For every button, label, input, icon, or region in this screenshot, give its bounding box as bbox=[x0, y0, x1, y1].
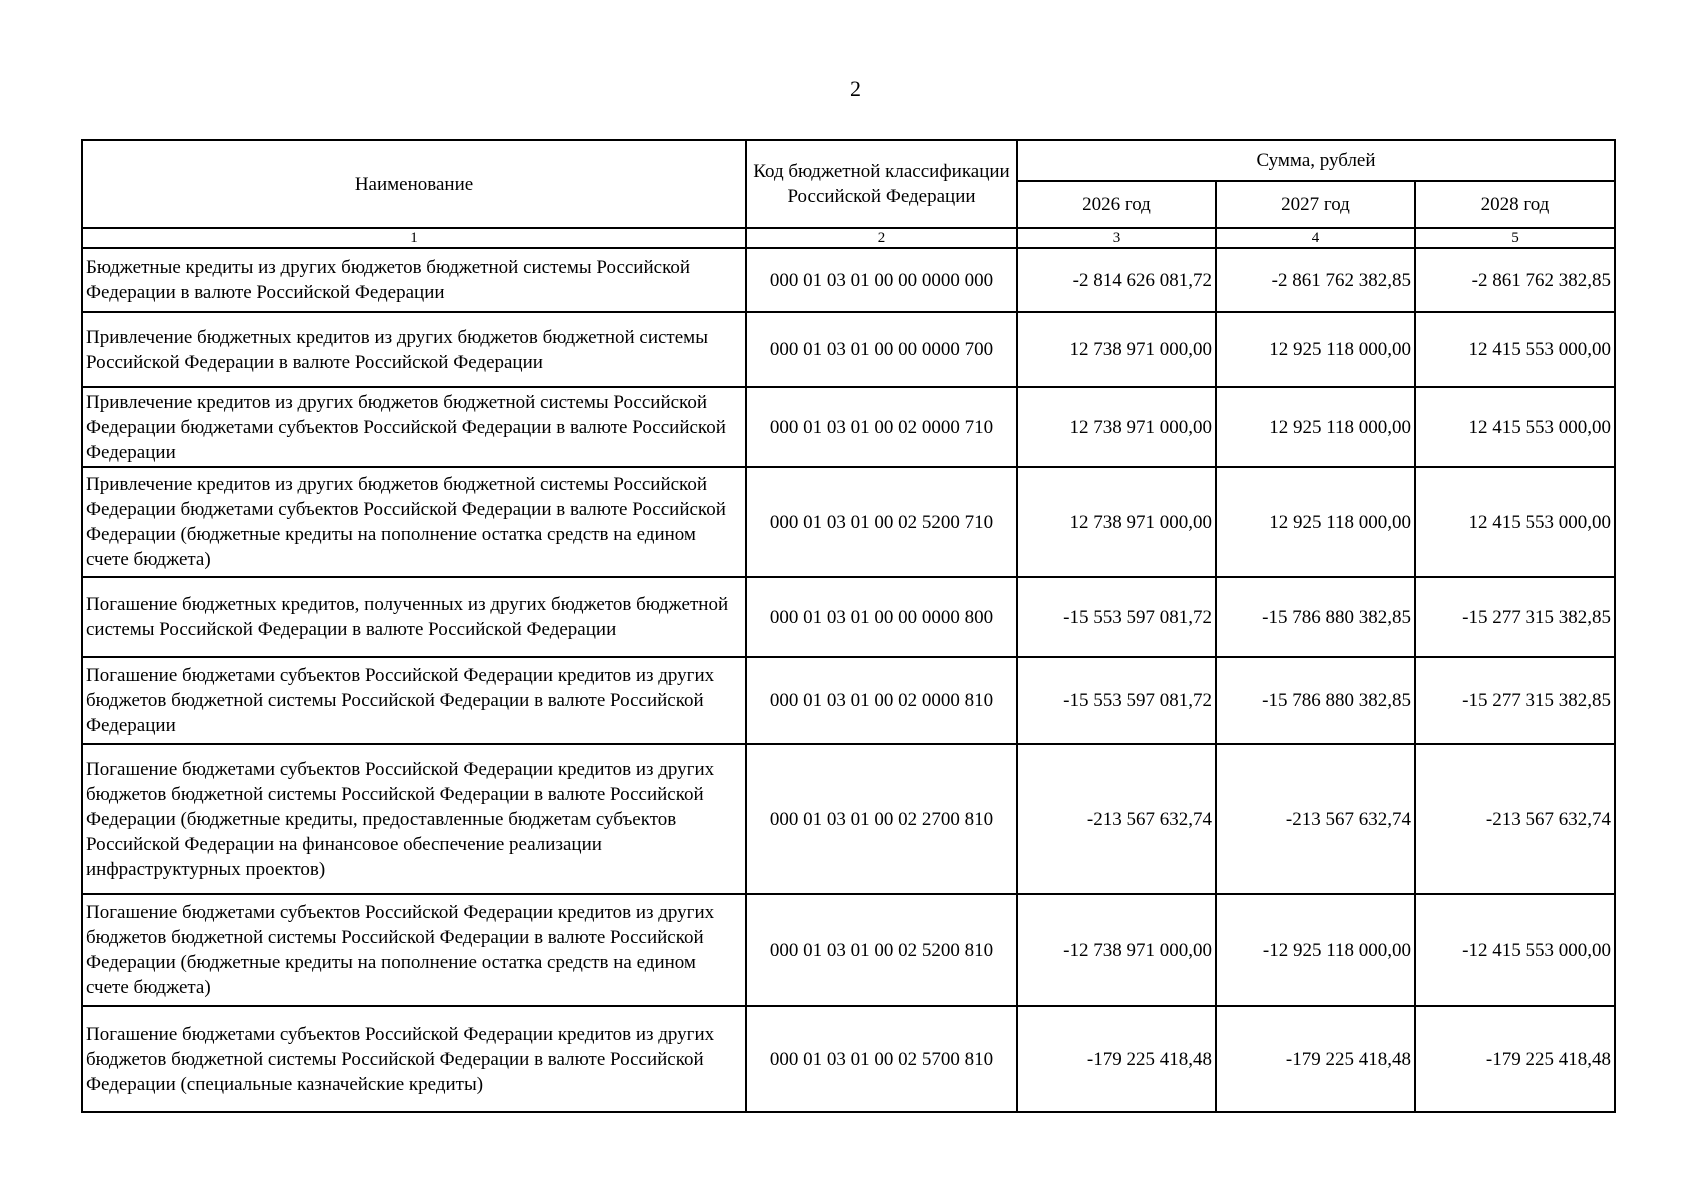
row-value-2026: -12 738 971 000,00 bbox=[1017, 894, 1216, 1006]
page-number: 2 bbox=[850, 76, 861, 101]
header-name: Наименование bbox=[82, 140, 746, 228]
row-value-2026: -15 553 597 081,72 bbox=[1017, 657, 1216, 744]
row-value-2026: -213 567 632,74 bbox=[1017, 744, 1216, 894]
row-value-2026: -179 225 418,48 bbox=[1017, 1006, 1216, 1112]
row-value-2027: 12 925 118 000,00 bbox=[1216, 467, 1415, 577]
column-number: 2 bbox=[746, 228, 1017, 248]
header-year-2028: 2028 год bbox=[1415, 181, 1615, 228]
row-code: 000 01 03 01 00 00 0000 000 bbox=[746, 248, 1017, 312]
row-value-2028: -2 861 762 382,85 bbox=[1415, 248, 1615, 312]
table-row bbox=[82, 248, 1615, 312]
row-value-2027: -15 786 880 382,85 bbox=[1216, 657, 1415, 744]
header-year-2026: 2026 год bbox=[1017, 181, 1216, 228]
row-value-2027: -213 567 632,74 bbox=[1216, 744, 1415, 894]
row-code: 000 01 03 01 00 02 0000 810 bbox=[746, 657, 1017, 744]
row-name: Бюджетные кредиты из других бюджетов бюджетной системы Российской Федерации в валюте Российской Федерации bbox=[82, 248, 746, 312]
row-name: Погашение бюджетами субъектов Российской Федерации кредитов из других бюджетов бюджетной системы Российской Федерации в валюте Российской Федерации bbox=[82, 657, 746, 744]
row-value-2028: -179 225 418,48 bbox=[1415, 1006, 1615, 1112]
row-value-2027: -179 225 418,48 bbox=[1216, 1006, 1415, 1112]
row-value-2027: 12 925 118 000,00 bbox=[1216, 312, 1415, 387]
table-row bbox=[82, 467, 1615, 577]
column-number: 3 bbox=[1017, 228, 1216, 248]
row-value-2028: -15 277 315 382,85 bbox=[1415, 657, 1615, 744]
row-code: 000 01 03 01 00 02 0000 710 bbox=[746, 387, 1017, 467]
row-code: 000 01 03 01 00 02 5200 710 bbox=[746, 467, 1017, 577]
row-value-2027: -15 786 880 382,85 bbox=[1216, 577, 1415, 657]
row-value-2028: 12 415 553 000,00 bbox=[1415, 312, 1615, 387]
row-name: Погашение бюджетами субъектов Российской Федерации кредитов из других бюджетов бюджетной системы Российской Федерации в валюте Российской Федерации (специальные казначейские кредиты) bbox=[82, 1006, 746, 1112]
header-year-2027: 2027 год bbox=[1216, 181, 1415, 228]
row-value-2028: -213 567 632,74 bbox=[1415, 744, 1615, 894]
row-value-2026: 12 738 971 000,00 bbox=[1017, 312, 1216, 387]
row-value-2027: -2 861 762 382,85 bbox=[1216, 248, 1415, 312]
row-name: Погашение бюджетами субъектов Российской Федерации кредитов из других бюджетов бюджетной системы Российской Федерации в валюте Российской Федерации (бюджетные кредиты на пополнение остатка средств на едином счете бюджета) bbox=[82, 894, 746, 1006]
row-value-2028: -12 415 553 000,00 bbox=[1415, 894, 1615, 1006]
row-code: 000 01 03 01 00 00 0000 800 bbox=[746, 577, 1017, 657]
row-value-2027: -12 925 118 000,00 bbox=[1216, 894, 1415, 1006]
row-value-2026: -15 553 597 081,72 bbox=[1017, 577, 1216, 657]
table-row bbox=[82, 657, 1615, 744]
table-row bbox=[82, 387, 1615, 467]
table-row bbox=[82, 1006, 1615, 1112]
column-number-row bbox=[82, 228, 1615, 248]
row-value-2028: -15 277 315 382,85 bbox=[1415, 577, 1615, 657]
row-value-2026: 12 738 971 000,00 bbox=[1017, 467, 1216, 577]
table-row bbox=[82, 894, 1615, 1006]
header-sum: Сумма, рублей bbox=[1017, 140, 1615, 181]
table-row bbox=[82, 577, 1615, 657]
row-name: Привлечение кредитов из других бюджетов бюджетной системы Российской Федерации бюджетами субъектов Российской Федерации в валюте Российской Федерации bbox=[82, 387, 746, 467]
row-name: Погашение бюджетных кредитов, полученных из других бюджетов бюджетной системы Российской Федерации в валюте Российской Федерации bbox=[82, 577, 746, 657]
budget-table bbox=[81, 139, 1616, 1113]
row-value-2028: 12 415 553 000,00 bbox=[1415, 467, 1615, 577]
table-row bbox=[82, 312, 1615, 387]
table-row bbox=[82, 744, 1615, 894]
row-name: Погашение бюджетами субъектов Российской Федерации кредитов из других бюджетов бюджетной системы Российской Федерации в валюте Российской Федерации (бюджетные кредиты, предоставленные бюджетам субъектов Российской Федерации на финансовое обеспечение реализации инфраструктурных проектов) bbox=[82, 744, 746, 894]
row-code: 000 01 03 01 00 00 0000 700 bbox=[746, 312, 1017, 387]
column-number: 5 bbox=[1415, 228, 1615, 248]
column-number: 4 bbox=[1216, 228, 1415, 248]
row-value-2026: -2 814 626 081,72 bbox=[1017, 248, 1216, 312]
row-name: Привлечение кредитов из других бюджетов бюджетной системы Российской Федерации бюджетами субъектов Российской Федерации в валюте Российской Федерации (бюджетные кредиты на пополнение остатка средств на едином счете бюджета) bbox=[82, 467, 746, 577]
column-number: 1 bbox=[82, 228, 746, 248]
row-code: 000 01 03 01 00 02 5700 810 bbox=[746, 1006, 1017, 1112]
row-code: 000 01 03 01 00 02 5200 810 bbox=[746, 894, 1017, 1006]
row-value-2027: 12 925 118 000,00 bbox=[1216, 387, 1415, 467]
row-name: Привлечение бюджетных кредитов из других бюджетов бюджетной системы Российской Федерации в валюте Российской Федерации bbox=[82, 312, 746, 387]
row-value-2028: 12 415 553 000,00 bbox=[1415, 387, 1615, 467]
row-code: 000 01 03 01 00 02 2700 810 bbox=[746, 744, 1017, 894]
row-value-2026: 12 738 971 000,00 bbox=[1017, 387, 1216, 467]
header-code: Код бюджетной классификации Российской Федерации bbox=[746, 140, 1017, 228]
